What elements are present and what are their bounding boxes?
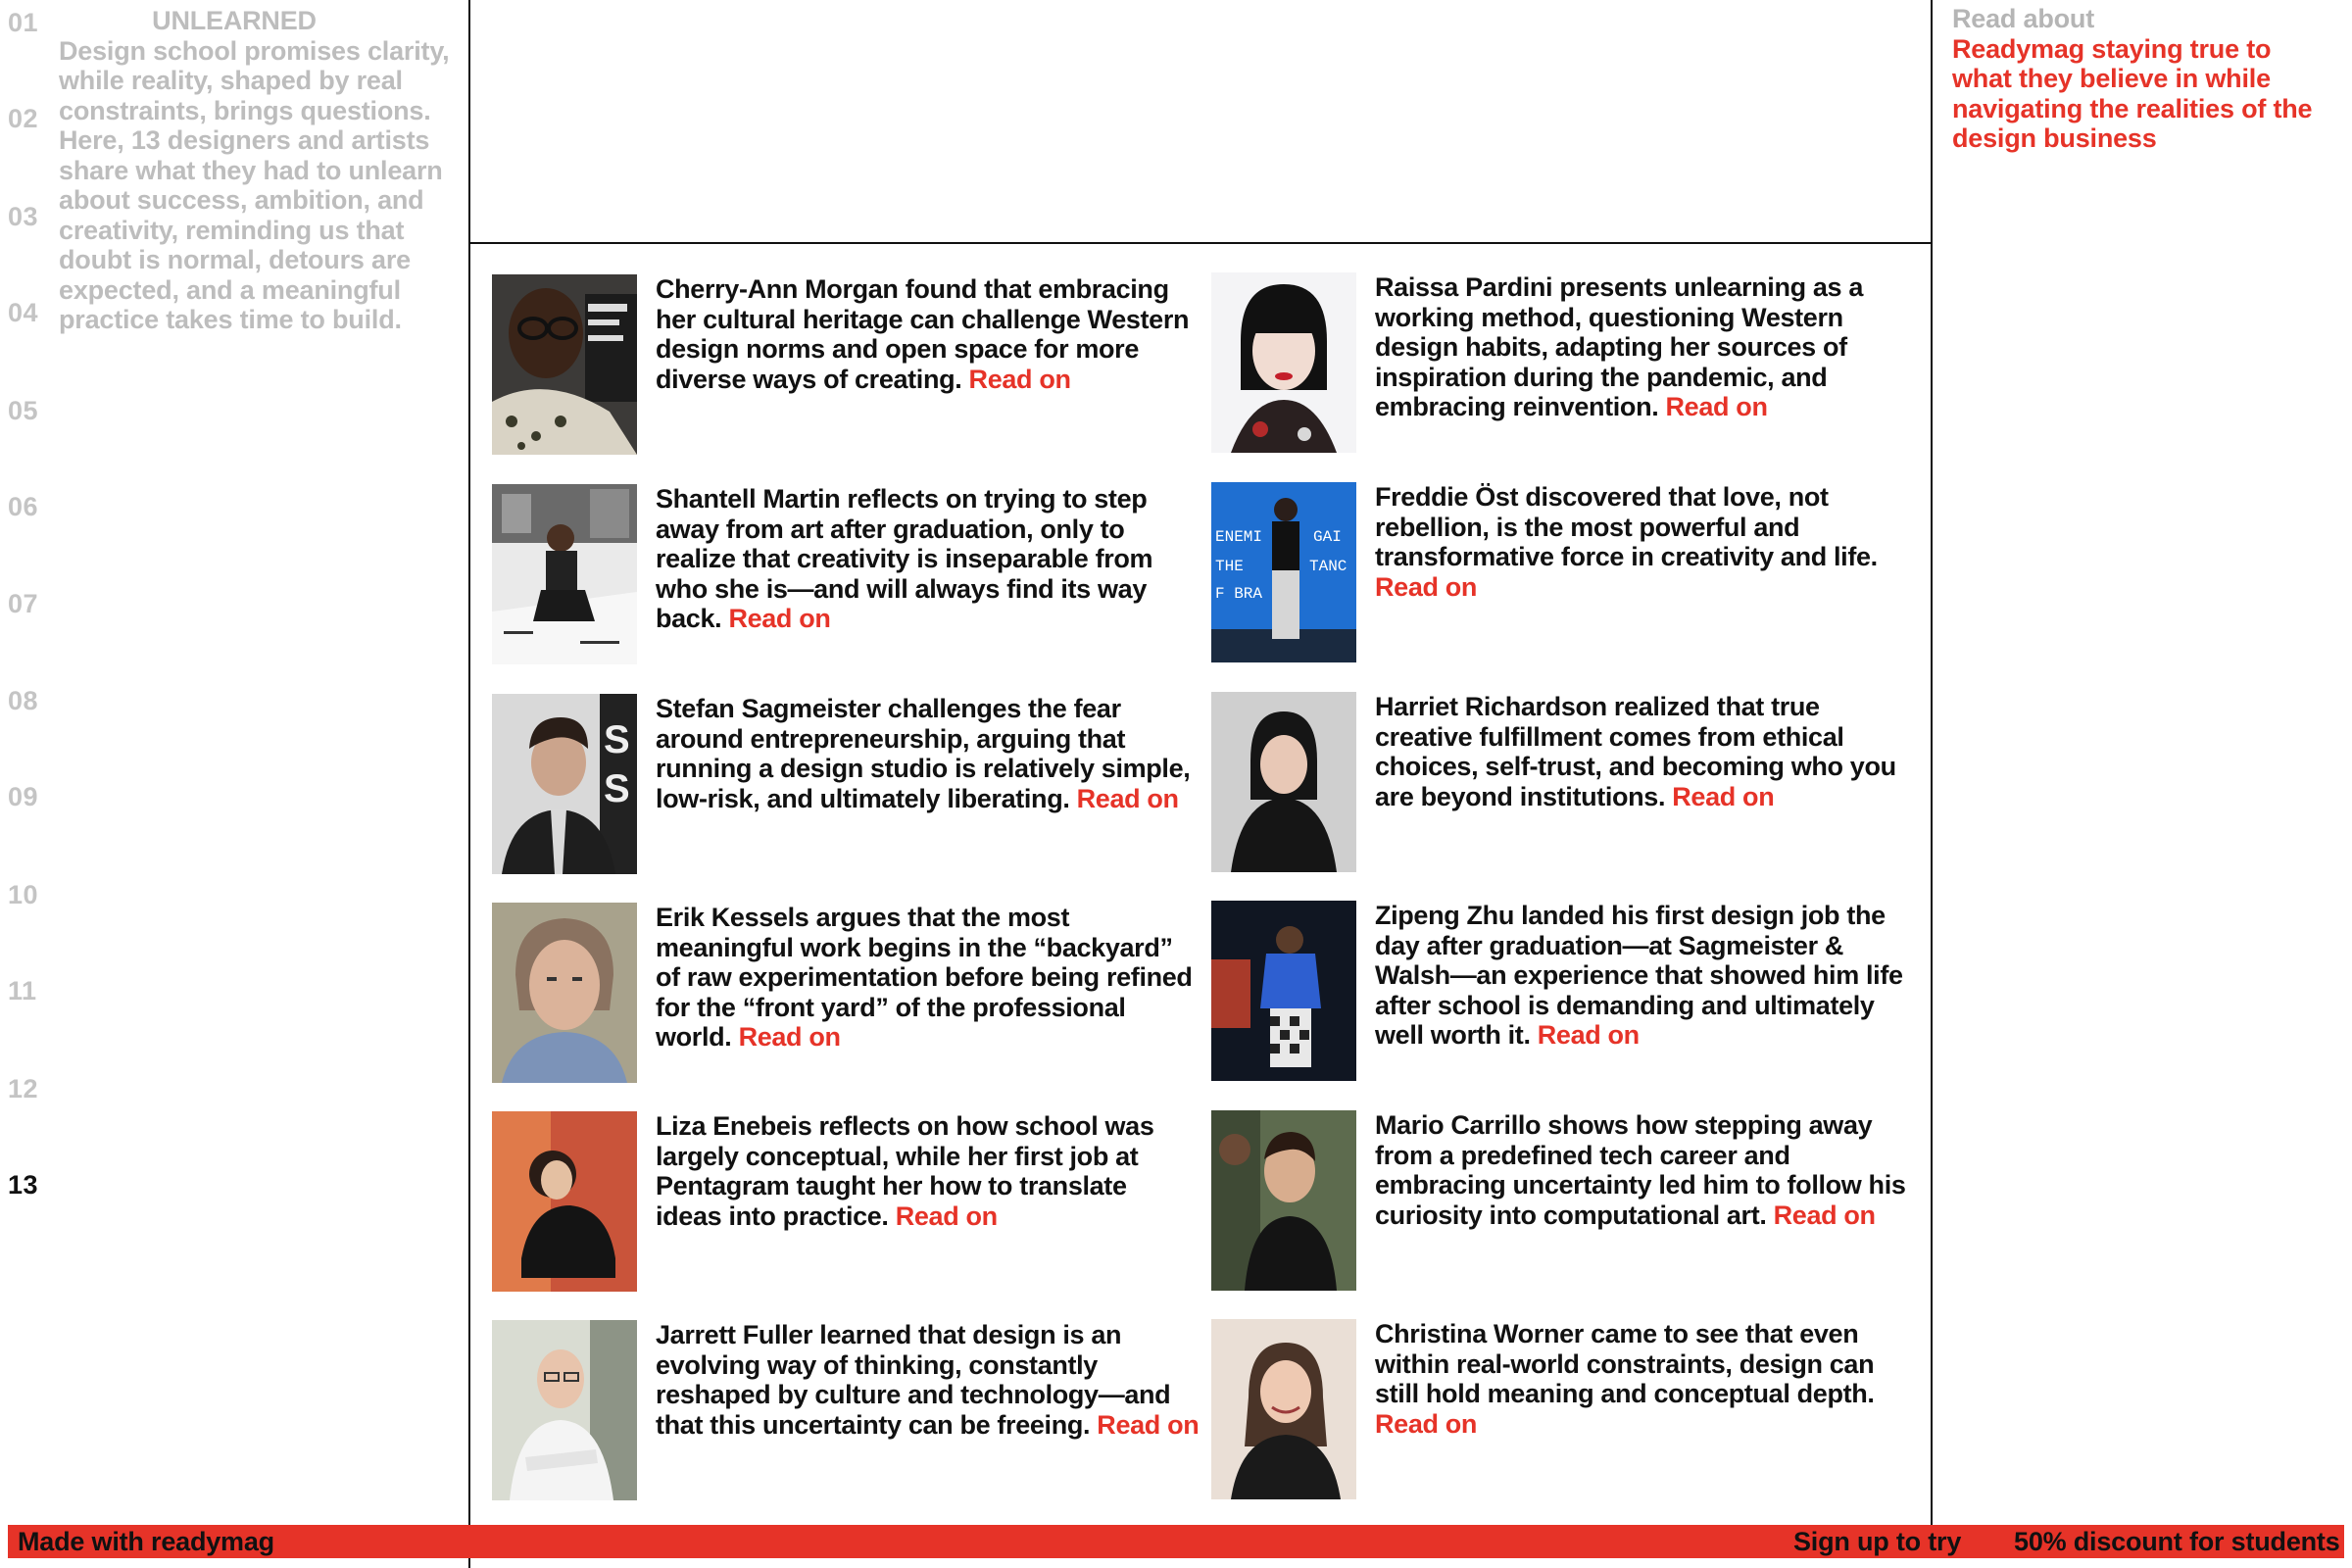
nav-number-07[interactable]: 07 bbox=[8, 589, 39, 618]
portrait-photo bbox=[492, 1111, 637, 1292]
card-text bbox=[1375, 482, 1919, 602]
nav-number-02[interactable]: 02 bbox=[8, 104, 39, 133]
made-with-readymag-link[interactable]: Made with readymag bbox=[18, 1527, 274, 1556]
read-on-link[interactable]: Read on bbox=[895, 1200, 998, 1231]
nav-number-13[interactable]: 13 bbox=[8, 1170, 39, 1200]
nav-number-08[interactable]: 08 bbox=[8, 686, 39, 715]
header-divider bbox=[468, 242, 1933, 244]
card-text bbox=[1375, 1319, 1919, 1439]
svg-text:ENEMI: ENEMI bbox=[1215, 528, 1263, 546]
read-on-link[interactable]: Read on bbox=[738, 1022, 841, 1052]
card-text bbox=[656, 1111, 1200, 1231]
left-column bbox=[0, 0, 468, 1568]
svg-text:GAI: GAI bbox=[1313, 528, 1342, 546]
read-about-link[interactable]: Readymag staying true to what they believe in while navigating the realities of the design business bbox=[1952, 33, 2313, 153]
intro-block bbox=[59, 6, 451, 335]
nav-number-10[interactable]: 10 bbox=[8, 880, 39, 909]
card-text bbox=[656, 694, 1200, 813]
card-summary: Cherry-Ann Morgan found that embracing her cultural heritage can challenge Western design norms and open space for more diverse ways of creating. bbox=[656, 274, 1190, 394]
sign-up-link[interactable]: Sign up to try bbox=[1793, 1527, 1962, 1556]
read-on-link[interactable]: Read on bbox=[968, 364, 1071, 394]
card-text bbox=[1375, 901, 1919, 1051]
read-on-link[interactable]: Read on bbox=[1672, 781, 1775, 811]
portrait-photo bbox=[1211, 482, 1356, 662]
portrait-photo bbox=[492, 903, 637, 1083]
nav-number-04[interactable]: 04 bbox=[8, 298, 39, 327]
portrait-photo bbox=[1211, 692, 1356, 872]
intro-title: UNLEARNED bbox=[152, 6, 317, 35]
read-on-link[interactable]: Read on bbox=[1076, 783, 1179, 813]
nav-number-09[interactable]: 09 bbox=[8, 782, 39, 811]
student-discount-link[interactable]: 50% discount for students bbox=[2014, 1527, 2340, 1556]
nav-number-03[interactable]: 03 bbox=[8, 202, 39, 231]
card-text bbox=[656, 1320, 1200, 1440]
card-summary: Mario Carrillo shows how stepping away from a predefined tech career and embracing uncertainty led him to follow his curiosity into computational art. bbox=[1375, 1110, 1906, 1230]
card-text bbox=[656, 274, 1200, 394]
card-text bbox=[1375, 272, 1919, 422]
right-divider bbox=[1931, 0, 1933, 1525]
card-summary: Shantell Martin reflects on trying to step away from art after graduation, only to realize that creativity is inseparable from who she is—and will always find its way back. bbox=[656, 484, 1153, 633]
read-on-link[interactable]: Read on bbox=[1375, 1408, 1478, 1439]
read-about-label: Read about bbox=[1952, 4, 2095, 33]
svg-text:THE: THE bbox=[1215, 558, 1244, 575]
nav-number-11[interactable]: 11 bbox=[8, 976, 37, 1005]
card-summary: Freddie Öst discovered that love, not rebellion, is the most powerful and transformative force in creativity and life. bbox=[1375, 482, 1878, 571]
card-summary: Harriet Richardson realized that true creative fulfillment comes from ethical choices, self-trust, and becoming who you are beyond institutions. bbox=[1375, 692, 1896, 811]
read-on-link[interactable]: Read on bbox=[1537, 1020, 1640, 1050]
card-summary: Stefan Sagmeister challenges the fear around entrepreneurship, arguing that running a design studio is relatively simple, low-risk, and ultimately liberating. bbox=[656, 694, 1191, 813]
intro-text: Design school promises clarity, while reality, shaped by real constraints, brings questions. Here, 13 designers and artists share what they had to unlearn about success, ambition, and creativity, reminding us that doubt is normal, detours are expected, and a meaningful practice takes time to build. bbox=[59, 35, 450, 334]
read-on-link[interactable]: Read on bbox=[1773, 1200, 1876, 1230]
svg-text:S: S bbox=[604, 767, 630, 810]
card-summary: Zipeng Zhu landed his first design job the day after graduation—at Sagmeister & Walsh—an experience that showed him life after school is demanding and ultimately well worth it. bbox=[1375, 901, 1903, 1050]
card-text bbox=[1375, 692, 1919, 811]
svg-text:S: S bbox=[604, 718, 630, 761]
svg-text:TANC: TANC bbox=[1309, 558, 1348, 575]
card-summary: Liza Enebeis reflects on how school was largely conceptual, while her first job at Pentagram taught her how to translate ideas into practice. bbox=[656, 1111, 1154, 1231]
readymag-footer-bar bbox=[8, 1525, 2344, 1558]
card-text bbox=[1375, 1110, 1919, 1230]
nav-number-01[interactable]: 01 bbox=[8, 8, 39, 37]
card-text bbox=[656, 903, 1200, 1053]
portrait-photo bbox=[1211, 1319, 1356, 1499]
portrait-photo bbox=[1211, 1110, 1356, 1291]
portrait-photo bbox=[492, 274, 637, 455]
card-summary: Raissa Pardini presents unlearning as a working method, questioning Western design habits, adapting her sources of inspiration during the pandemic, and embracing reinvention. bbox=[1375, 272, 1864, 421]
portrait-photo bbox=[492, 484, 637, 664]
nav-number-12[interactable]: 12 bbox=[8, 1074, 39, 1103]
card-summary: Christina Worner came to see that even within real-world constraints, design can still hold meaning and conceptual depth. bbox=[1375, 1319, 1875, 1408]
card-summary: Jarrett Fuller learned that design is an evolving way of thinking, constantly reshaped by culture and technology—and that this uncertainty can be freeing. bbox=[656, 1320, 1171, 1440]
read-on-link[interactable]: Read on bbox=[1097, 1409, 1200, 1440]
read-on-link[interactable]: Read on bbox=[1375, 571, 1478, 602]
portrait-photo bbox=[492, 694, 637, 874]
read-about-block bbox=[1952, 4, 2325, 154]
nav-number-05[interactable]: 05 bbox=[8, 396, 39, 425]
card-summary: Erik Kessels argues that the most meaningful work begins in the “backyard” of raw experimentation before being refined for the “front yard” of the professional world. bbox=[656, 903, 1193, 1052]
portrait-photo bbox=[1211, 901, 1356, 1081]
left-divider bbox=[468, 0, 470, 1568]
svg-text:F BRA: F BRA bbox=[1215, 585, 1263, 603]
nav-number-06[interactable]: 06 bbox=[8, 492, 39, 521]
read-on-link[interactable]: Read on bbox=[1665, 392, 1768, 421]
portrait-photo bbox=[492, 1320, 637, 1500]
read-on-link[interactable]: Read on bbox=[728, 604, 831, 633]
card-text bbox=[656, 484, 1200, 634]
portrait-photo bbox=[1211, 272, 1356, 453]
